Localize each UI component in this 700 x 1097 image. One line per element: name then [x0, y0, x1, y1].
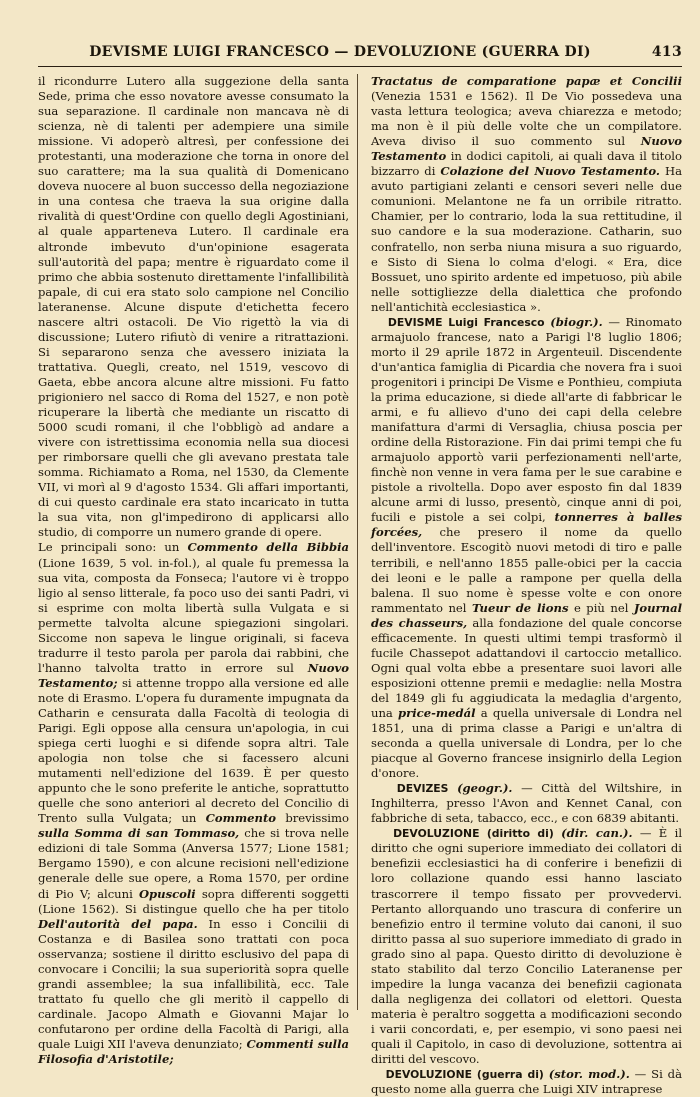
entry-devisme: DEVISME Luigi Francesco (biogr.). — Rinomato armajuolo francese, nato a Parigi l'8 luglio 1806; morto il 29 aprile 1872 in Argenteuil. Discendente d'un'antica famiglia di Picardia che novera fra i suoi progenitori i principi De Visme e Ponthieu, compiuta la prima educazione, si diede all'arte di fabbricar le armi, e fu allievo d'uno dei capi della celebre manifattura d'armi di Versaglia, chiusa poscia per ordine della Ristorazione. Fin dai primi tempi che fu armajuolo apportò varii perfezionamenti nell'arte, finchè non venne in vera fama per le sue carabine e pistole a rivoltella. Dopo aver esposto fin dal 1839 alcune armi di lusso, presentò, cinque anni di poi, fucili e pistole a sei colpi, tonnerres à balles forcées, che presero il nome da quello dell'inventore. Escogitò nuovi metodi di tiro e palle terribili, e nell'anno 1855 palle-obici per la caccia dei leoni e le palle a rampone per quella della balena. Il suo nome è spesse volte e con onore rammentato nel Tueur de lions e più nel Journal des chasseurs, alla fondazione del quale concorse efficacemente. In questi ultimi tempi trasformò il fucile Chassepot adattandovi il cartoccio metallico. Ogni qual volta ebbe a presentare suoi lavori alle esposizioni ottenne premii e medaglie: nella Mostra del 1849 gli fu aggiudicata la medaglia d'argento, una price-medál a quella universale di Londra nel 1851, una di prima classe a Parigi e un'altra di seconda a quella universale di Londra, per lo che piacque al Governo francese insignirlo della Legion d'onore. — [371, 314, 683, 781]
entry-heading: DEVIZES — [396, 782, 449, 796]
text-columns — [38, 74, 683, 1097]
column-divider — [357, 74, 358, 1010]
running-head: DEVISME LUIGI FRANCESCO — DEVOLUZIONE (GUERRA DI) — [89, 44, 591, 60]
header-rule — [38, 66, 682, 67]
right-column — [371, 74, 682, 1097]
entry-devoluzione-guerra: DEVOLUZIONE (guerra di) (stor. mod.). — Si dà questo nome alla guerra che Luigi XIV intraprese — [371, 1067, 682, 1097]
left-column — [38, 74, 349, 1067]
page-number: 413 — [651, 44, 682, 60]
entry-devoluzione-diritto: DEVOLUZIONE (diritto di) (dir. can.). — È il diritto che ogni superiore immediato dei collatori di benefizii ecclesiastici ha di conferire i benefizii di loro collazione quando essi hanno lasciato trascorrere il tempo fissato per provvedervi. Pertanto allorquando uno trascura di conferire un benefizio entro il termine voluto dai canoni, il suo diritto passa al suo superiore immediato di grado in grado sino al papa. Questo diritto di devoluzione è stato stabilito dal terzo Concilio Lateranense per impedire la lunga vacanza dei benefizii cagionata dalla negligenza dei collatori od elettori. Questa materia è peraltro soggetta a modificazioni secondo i varii concordati, e, per esempio, vi sono paesi nei quali il Capitolo, in caso di devoluzione, sottentra ai diritti del vescovo. — [371, 826, 683, 1067]
paragraph: Tractatus de comparatione papæ et Concilii (Venezia 1531 e 1562). Il De Vio possedeva una vasta lettura teologica; aveva chiarezza e metodo; ma non è il più delle volte che un compilatore. Aveva diviso il suo commento sul Nuovo Testamento in dodici capitoli, ai quali dava il titolo bizzarro di Colazione del Nuovo Testamento. Ha avuto partigiani zelanti e censori severi nelle due comunioni. Melantone ne fa un orribile ritratto. Chamier, per lo contrario, loda la sua rettitudine, il suo candore e la sua moderazione. Catharin, suo confratello, non serba niuna misura a suo riguardo, e Sisto di Siena lo colma d'elogi. « Era, dice Bossuet, uno spirito ardente ed impetuoso, più abile nelle sottigliezze della dialettica che profondo nell'antichità ecclesiastica ». — [371, 74, 682, 314]
entry-heading: DEVOLUZIONE (diritto di) — [393, 827, 554, 841]
entry-heading: DEVISME Luigi Francesco — [387, 315, 545, 329]
page-header — [38, 44, 682, 64]
paragraph: il ricondurre Lutero alla suggezione della santa Sede, prima che esso novatore avesse consumato la sua separazione. Il cardinale non mancava nè di scienza, nè di talenti per adempiere una simile missione. Vi adoperò altresì, per confessione dei protestanti, una moderazione che torna in onore del suo carattere; ma la sua qualità di Domenicano doveva nuocere al buon successo della negoziazione in una contesa che traeva la sua origine dalla rivalità di quest'Ordine con quello degli Agostiniani, al quale apparteneva Lutero. Il cardinale era altronde imbevuto d'un'opinione esagerata sull'autorità del papa; mentre è riguardato come il primo che abbia sostenuto direttamente l'infallibilità papale, di cui era stato solo campione nel Concilio lateranense. Alcune dispute d'etichetta fecero nascere altri ostacoli. De Vio rigettò la via di discussione; Lutero rifiutò di venire a ritrattazioni. Si separarono senza che avessero iniziata la trattativa. Quegli, creato, nel 1519, vescovo di Gaeta, ebbe ancora alcune altre missioni. Fu fatto prigioniero nel sacco di Roma del 1527, e non potè ricuperare la libertà che mediante un riscatto di 5000 scudi romani, il che l'obbligò ad andare a vivere con istrettissima economia nella sua diocesi per rimborsare quelli che gli avevano prestata tale somma. Richiamato a Roma, nel 1530, da Clemente VII, vi morì al 9 d'agosto 1534. Gli affari importanti, di cui questo cardinale era stato incaricato in tutta la sua vita, non gl'impedirono di applicarsi allo studio, di comporre un numero grande di opere. — [38, 74, 349, 540]
entry-devizes: DEVIZES (geogr.). — Città del Wiltshire, in Inghilterra, presso l'Avon and Kennet Canal, con fabbriche di seta, tabacco, ecc., e con 6839 abitanti. — [371, 781, 682, 826]
entry-heading: DEVOLUZIONE (guerra di) — [385, 1068, 544, 1082]
paragraph: Le principali sono: un Commento della Bibbia (Lione 1639, 5 vol. in-fol.), al quale fu premessa la sua vita, composta da Fonseca; l'autore vi è troppo ligio al senso litterale, fa poco uso dei santi Padri, vi si esprime con molta libertà sulla Vulgata e si permette talvolta alcune spiegazioni singolari. Siccome non sapeva le lingue originali, si faceva tradurre il testo parola per parola dai rabbini, che l'hanno talvolta tratto in errore sul Nuovo Testamento; si attenne troppo alla versione ed alle note di Erasmo. L'opera fu duramente impugnata da Catharin e censurata dalla Facoltà di teologia di Parigi. Egli oppose alla censura un'apologia, in cui spiega certi luoghi e si difende sopra altri. Tale apologia non tolse che si facessero alcuni mutamenti nell'edizione del 1639. È per questo appunto che le sono preferite le antiche, soprattutto quelle che sono anteriori al decreto del Concilio di Trento sulla Vulgata; un Commento brevissimo sulla Somma di san Tommaso, che si trova nelle edizioni di tale Somma (Anversa 1577; Lione 1581; Bergamo 1590), e con alcune recisioni nell'edizione generale delle sue opere, a Roma 1570, per ordine di Pio V; alcuni Opuscoli sopra differenti soggetti (Lione 1562). Si distingue quello che ha per titolo Dell'autorità del papa. In esso i Concilii di Costanza e di Basilea sono trattati con poca osservanza; sostiene il diritto esclusivo del papa di convocare i Concilii; la sua superiorità sopra quelle grandi assemblee; la sua infallibilità, ecc. Tale trattato fu quello che gli meritò il cappello di cardinale. Jacopo Almath e Giovanni Majar lo confutarono per ordine della Facoltà di Parigi, alla quale Luigi XII l'aveva denunziato; Commenti sulla Filosofia d'Aristotile; — [38, 540, 350, 1067]
